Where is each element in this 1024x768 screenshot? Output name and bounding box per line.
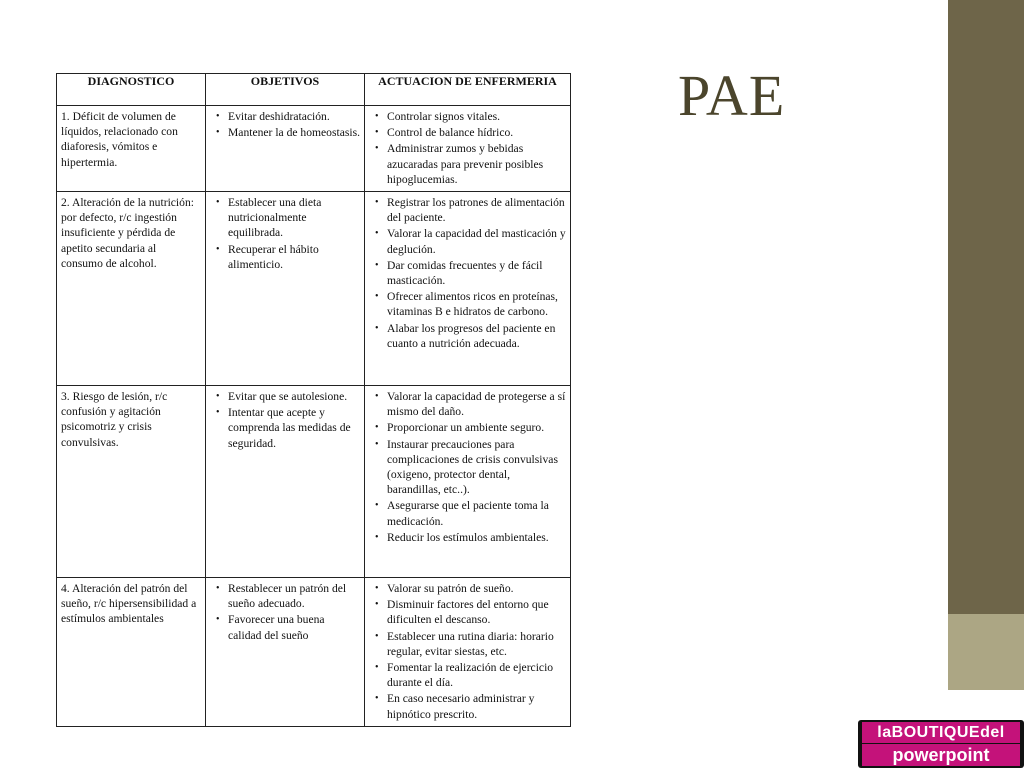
cell-diagnostico: 3. Riesgo de lesión, r/c confusión y agitación psicomotriz y crisis convulsivas. (57, 386, 206, 578)
list-item: • En caso necesario administrar y hipnótico prescrito. (369, 691, 566, 721)
list-item: • Evitar deshidratación. (210, 109, 360, 124)
cell-objetivos (206, 106, 365, 192)
list-item: • Evitar que se autolesione. (210, 389, 360, 404)
cell-objetivos (206, 578, 365, 727)
cell-actuacion (365, 106, 571, 192)
list-item: • Establecer una dieta nutricionalmente equilibrada. (210, 195, 360, 241)
list-item: • Establecer una rutina diaria: horario regular, evitar siestas, etc. (369, 629, 566, 659)
list-item: • Ofrecer alimentos ricos en proteínas, vitaminas B e hidratos de carbono. (369, 289, 566, 319)
cell-objetivos (206, 386, 365, 578)
list-item: • Valorar su patrón de sueño. (369, 581, 566, 596)
list-item: • Administrar zumos y bebidas azucaradas para prevenir posibles hipoglucemias. (369, 141, 566, 187)
list-item: • Alabar los progresos del paciente en cuanto a nutrición adecuada. (369, 321, 566, 351)
header-actuacion: ACTUACION DE ENFERMERIA (365, 74, 571, 106)
list-item: • Mantener la de homeostasis. (210, 125, 360, 140)
list-item: • Restablecer un patrón del sueño adecuado. (210, 581, 360, 611)
table-row (57, 106, 571, 192)
logo-line-2: powerpoint (862, 744, 1020, 766)
slide-title: PAE (678, 63, 786, 128)
list-item: • Dar comidas frecuentes y de fácil masticación. (369, 258, 566, 288)
cell-diagnostico: 2. Alteración de la nutrición: por defecto, r/c ingestión insuficiente y pérdida de apetito secundaria al consumo de alcohol. (57, 192, 206, 386)
cell-diagnostico: 1. Déficit de volumen de líquidos, relacionado con diaforesis, vómitos e hipertermia. (57, 106, 206, 192)
table-row (57, 578, 571, 727)
list-item: • Favorecer una buena calidad del sueño (210, 612, 360, 642)
sidebar-dark-band (948, 0, 1024, 614)
list-item: • Disminuir factores del entorno que dificulten el descanso. (369, 597, 566, 627)
cell-actuacion (365, 578, 571, 727)
list-item: • Intentar que acepte y comprenda las medidas de seguridad. (210, 405, 360, 451)
header-diagnostico: DIAGNOSTICO (57, 74, 206, 106)
list-item: • Valorar la capacidad de protegerse a sí mismo del daño. (369, 389, 566, 419)
list-item: • Reducir los estímulos ambientales. (369, 530, 566, 545)
header-row (57, 74, 571, 106)
list-item: • Proporcionar un ambiente seguro. (369, 420, 566, 435)
logo-line-1: laBOUTIQUEdel (862, 722, 1020, 743)
sidebar-light-band (948, 614, 1024, 690)
cell-diagnostico: 4. Alteración del patrón del sueño, r/c hipersensibilidad a estímulos ambientales (57, 578, 206, 727)
list-item: • Valorar la capacidad del masticación y deglución. (369, 226, 566, 256)
table-row (57, 386, 571, 578)
table-row (57, 192, 571, 386)
list-item: • Control de balance hídrico. (369, 125, 566, 140)
list-item: • Asegurarse que el paciente toma la medicación. (369, 498, 566, 528)
cell-objetivos (206, 192, 365, 386)
boutique-logo[interactable] (858, 720, 1024, 768)
list-item: • Controlar signos vitales. (369, 109, 566, 124)
list-item: • Recuperar el hábito alimenticio. (210, 242, 360, 272)
cell-actuacion (365, 192, 571, 386)
list-item: • Registrar los patrones de alimentación del paciente. (369, 195, 566, 225)
cell-actuacion (365, 386, 571, 578)
header-objetivos: OBJETIVOS (206, 74, 365, 106)
pae-table (56, 73, 571, 727)
list-item: • Fomentar la realización de ejercicio durante el día. (369, 660, 566, 690)
list-item: • Instaurar precauciones para complicaciones de crisis convulsivas (oxigeno, protector dental, barandillas, etc..). (369, 437, 566, 498)
